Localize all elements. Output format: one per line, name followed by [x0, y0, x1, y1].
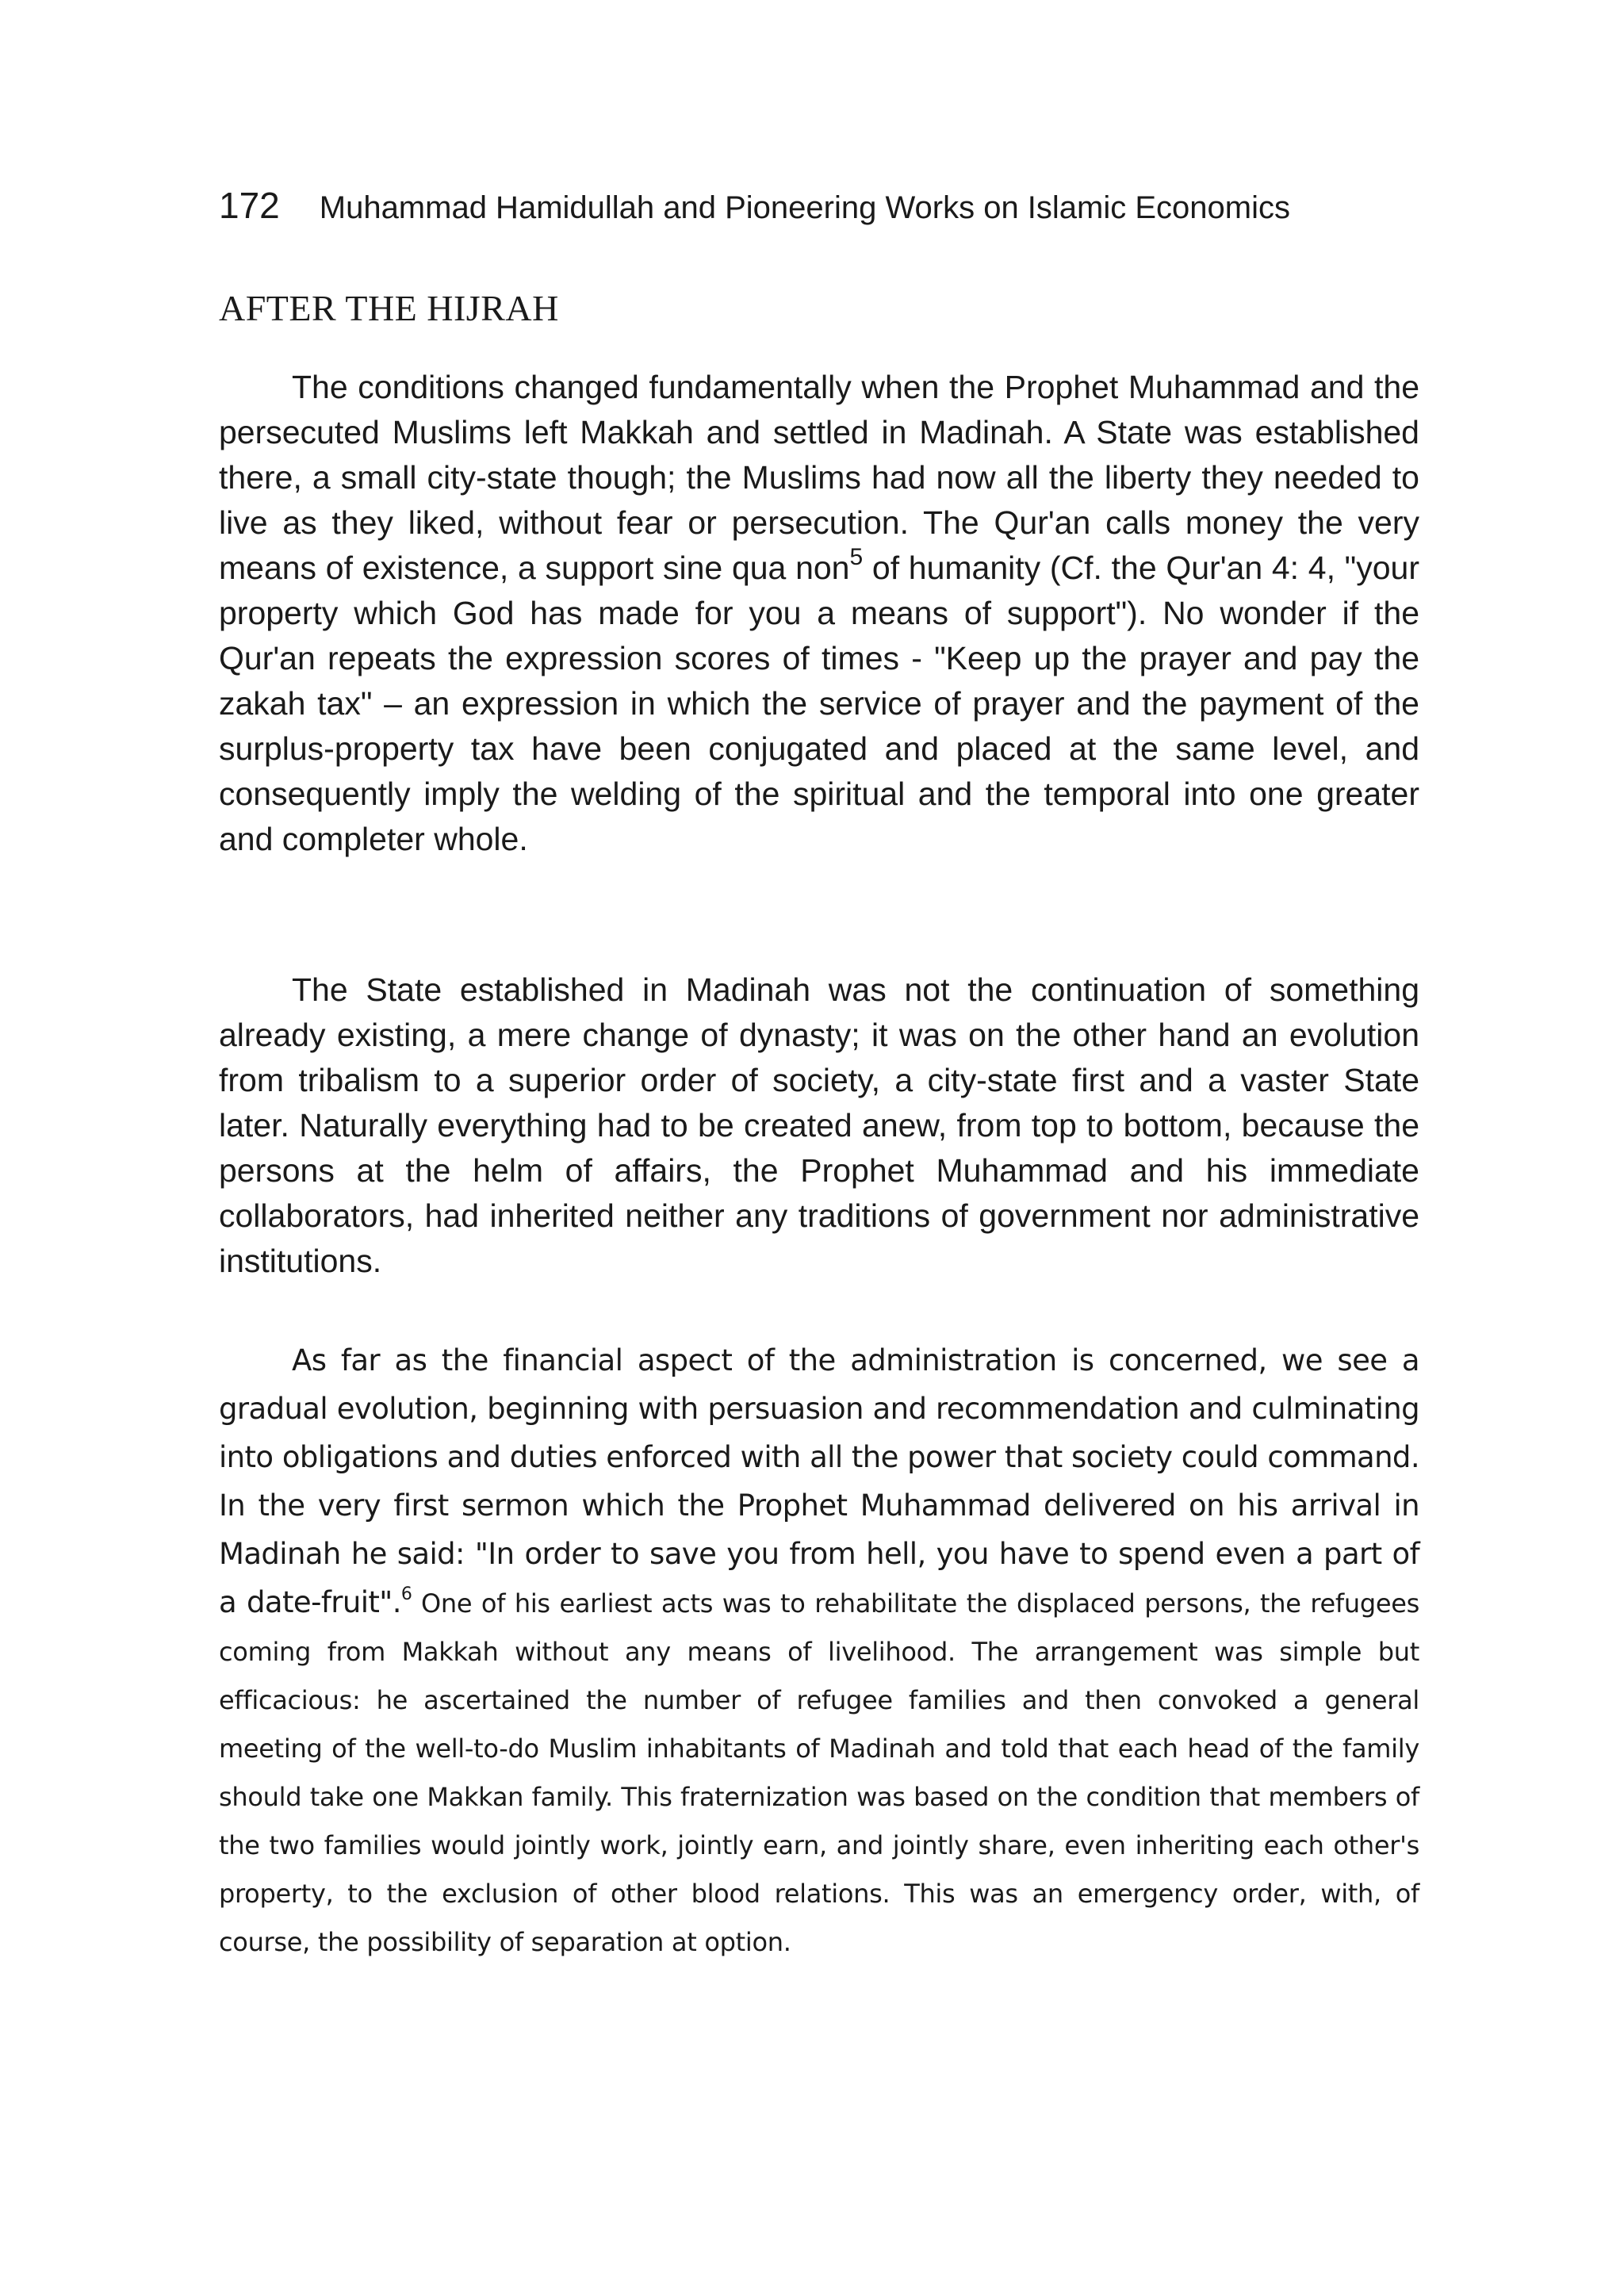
- paragraph-2: The State established in Madinah was not the continuation of something already existing, a mere change of dynasty; it was on the other hand an evolution from tribalism to a superior order of society, a city-state first and a vaster State later. Naturally everything had to be created anew, from top to bottom, because the persons at the helm of affairs, the Prophet Muhammad and his immediate collaborators, had inherited neither any traditions of government nor administrative institutions.: [219, 971, 1419, 1279]
- page-number: 172: [219, 185, 280, 226]
- running-header: [219, 184, 1419, 227]
- section-heading: AFTER THE HIJRAH: [219, 288, 559, 328]
- paragraph-3-text-b: One of his earliest acts was to rehabilitate the displaced persons, the refugees coming from Makkah without any means of livelihood. The arrangement was simple but efficacious: he ascertained the number of refugee families and then convoked a general meeting of the well-to-do Muslim inhabitants of Madinah and told that each head of the family should take one Makkan family. This fraternization was based on the condition that members of the two families would jointly work, jointly earn, and jointly share, even inheriting each other's property, to the exclusion of other blood relations. This was an emergency order, with, of course, the possibility of separation at option.: [219, 1588, 1420, 1957]
- footnote-marker-5: 5: [849, 544, 864, 570]
- paragraph-3-text-a: As far as the financial aspect of the administration is concerned, we see a gradual evolution, beginning with persuasion and recommendation and culminating into obligations and duties enforced with all the power that society could command. In the very first sermon which the Prophet Muhammad delivered on his arrival in Madinah he said: "In order to save you from hell, you have to spend even a part of a date-fruit".: [219, 1343, 1419, 1619]
- footnote-marker-6: 6: [400, 1584, 412, 1604]
- paragraph-1-text-b: of humanity (Cf. the Qur'an 4: 4, "your property which God has made for you a means of support"). No wonder if the Qur'an repeats the expression scores of times - "Keep up the prayer and pay the zakah tax" – an expression in which the service of prayer and the payment of the surplus-property tax have been conjugated and placed at the same level, and consequently imply the welding of the spiritual and the temporal into one greater and completer whole.: [219, 550, 1419, 857]
- paragraph-1: [219, 365, 1419, 862]
- paragraph-1-text-a: The conditions changed fundamentally when the Prophet Muhammad and the persecuted Muslims left Makkah and settled in Madinah. A State was established there, a small city-state though; the Muslims had now all the liberty they needed to live as they liked, without fear or persecution. The Qur'an calls money the very means of existence, a support sine qua non: [219, 369, 1419, 586]
- running-title: Muhammad Hamidullah and Pioneering Works on Islamic Economics: [319, 190, 1290, 225]
- paragraph-3: [219, 1336, 1419, 1965]
